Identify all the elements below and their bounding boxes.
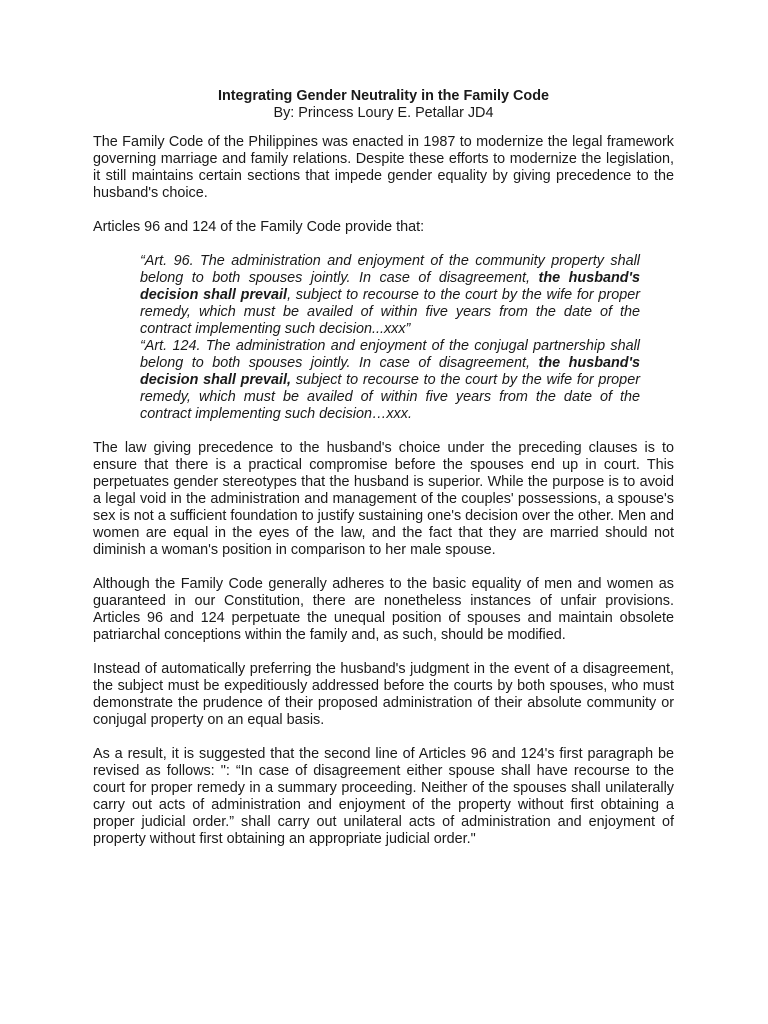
article-96-quote	[140, 253, 640, 338]
intro-paragraph: The Family Code of the Philippines was enacted in 1987 to modernize the legal framework governing marriage and family relations. Despite these efforts to modernize the legislation, it still maintains certain sections that impede gender equality by giving precedence to the husband's choice.	[93, 134, 674, 201]
revision-paragraph: As a result, it is suggested that the second line of Articles 96 and 124's first paragraph be revised as follows: ": “In case of disagreement either spouse shall have recourse to the court for proper remedy in a summary proceeding. Neither of the spouses shall unilaterally carry out acts of administration and enjoyment of the property without first obtaining a proper judicial order.” shall carry out unilateral acts of administration and enjoyment of property without first obtaining an appropriate judicial order."	[93, 746, 674, 847]
article-124-quote	[140, 338, 640, 423]
document-byline: By: Princess Loury E. Petallar JD4	[273, 105, 494, 121]
article-96-text-before: “Art. 96. The administration and enjoyment of the community property shall belong to both spouses jointly. In case of disagreement,	[140, 253, 640, 286]
articles-lead-paragraph: Articles 96 and 124 of the Family Code provide that:	[93, 219, 425, 235]
articles-quote-block	[140, 253, 640, 423]
article-124-text-before: “Art. 124. The administration and enjoyment of the conjugal partnership shall belong to both spouses jointly. In case of disagreement,	[140, 338, 640, 371]
equality-paragraph: Although the Family Code generally adheres to the basic equality of men and women as guaranteed in our Constitution, there are nonetheless instances of unfair provisions. Articles 96 and 124 perpetuate the unequal position of spouses and maintain obsolete patriarchal conceptions within the family and, as such, should be modified.	[93, 576, 674, 643]
article-96-text-after: , subject to recourse to the court by the wife for proper remedy, which must be availed of within five years from the date of the contract implementing such decision...xxx”	[140, 287, 640, 337]
article-124-text-after: subject to recourse to the court by the wife for proper remedy, which must be availed of within five years from the date of the contract implementing such decision…xxx.	[140, 372, 640, 422]
article-96-bold-text: the husband's decision shall prevail	[140, 270, 641, 303]
law-precedence-paragraph: The law giving precedence to the husband's choice under the preceding clauses is to ensure that there is a practical compromise before the spouses end up in court. This perpetuates gender stereotypes that the husband is superior. While the purpose is to avoid a legal void in the administration and management of the couples' possessions, a spouse's sex is not a sufficient foundation to justify sustaining one's decision over the other. Men and women are equal in the eyes of the law, and the fact that they are married should not diminish a woman's position in comparison to her male spouse.	[93, 440, 674, 558]
document-title: Integrating Gender Neutrality in the Family Code	[217, 88, 550, 104]
article-124-bold-text: the husband's decision shall prevail,	[140, 355, 641, 388]
courts-paragraph: Instead of automatically preferring the husband's judgment in the event of a disagreement, the subject must be expeditiously addressed before the courts by both spouses, who must demonstrate the prudence of their proposed administration of their absolute community or conjugal property on an equal basis.	[93, 661, 674, 728]
